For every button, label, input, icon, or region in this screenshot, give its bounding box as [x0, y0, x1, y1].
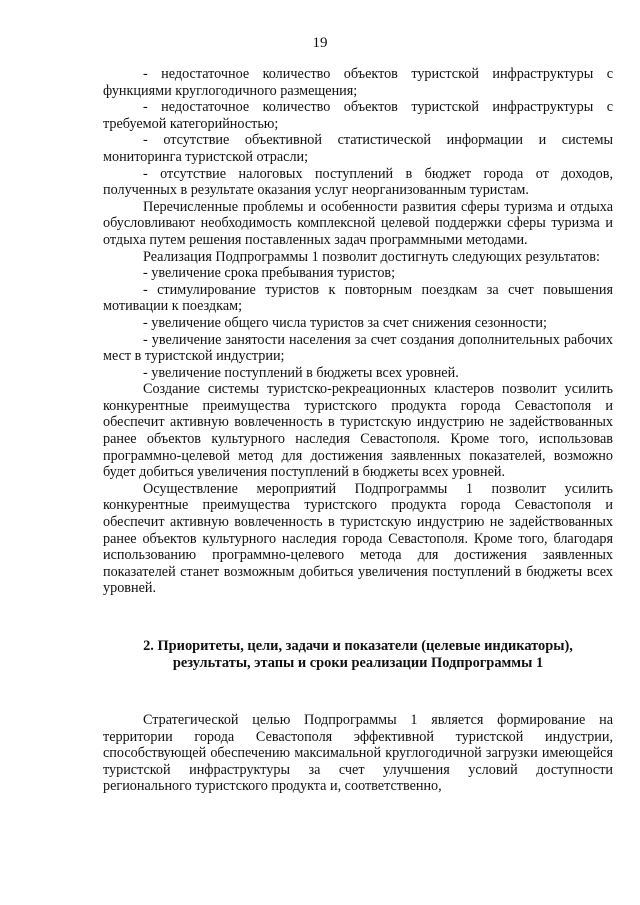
list-item-repeat-trips: - стимулирование туристов к повторным поездкам за счет повышения мотивации к поездкам; — [103, 281, 613, 315]
list-item-tourist-count: - увеличение общего числа туристов за счет снижения сезонности; — [143, 314, 547, 331]
document-body — [103, 66, 613, 795]
paragraph-measures: Осуществление мероприятий Подпрограммы 1 позволит усилить конкурентные преимущества туристского продукта города Севастополя и обеспечит активную вовлеченность в туристскую индустрию не задействованных ранее объектов культурного наследия города Севастополя. Кроме того, благодаря использованию программно-целевого метода для достижения заявленных показателей станет возможным добиться увеличения поступлений в бюджеты всех уровней. — [103, 480, 613, 597]
list-item-employment: - увеличение занятости населения за счет создания дополнительных рабочих мест в туристской индустрии; — [103, 331, 613, 365]
paragraph-problems: Перечисленные проблемы и особенности развития сферы туризма и отдыха обусловливают необходимость комплексной целевой поддержки сферы туризма и отдыха путем решения поставленных задач программными методами. — [103, 198, 613, 248]
paragraph-strategic-goal: Стратегической целью Подпрограммы 1 является формирование на территории города Севастополя эффективной туристской индустрии, способствующей обеспечению максимальной круглогодичной загрузки имеющейся туристской инфраструктуры за счет улучшения условий доступности регионального туристского продукта и, соответственно, — [103, 712, 613, 795]
list-item-statistics: - отсутствие объективной статистической информации и системы мониторинга туристской отрасли; — [103, 132, 613, 165]
page-number: 19 — [312, 35, 328, 51]
list-item-infrastructure-category: - недостаточное количество объектов туристской инфраструктуры с требуемой категорийностью; — [103, 99, 613, 132]
list-item-tax-revenue: - отсутствие налоговых поступлений в бюджет города от доходов, полученных в результате оказания услуг неорганизованным туристам. — [103, 165, 613, 199]
paragraph-results-intro: Реализация Подпрограммы 1 позволит достигнуть следующих результатов: — [143, 248, 600, 265]
list-item-stay-duration: - увеличение срока пребывания туристов; — [143, 265, 396, 282]
list-item-budget-revenue: - увеличение поступлений в бюджеты всех уровней. — [143, 364, 459, 381]
section-heading: 2. Приоритеты, цели, задачи и показатели (целевые индикаторы), результаты, этапы и сроки реализации Подпрограммы 1 — [143, 638, 573, 671]
paragraph-clusters: Создание системы туристско-рекреационных кластеров позволит усилить конкурентные преимущества туристского продукта города Севастополя и обеспечит активную вовлеченность в туристскую индустрию не задействованных ранее объектов культурного наследия Севастополя. Кроме того, использовав программно-целевой метод для достижения заявленных показателей, возможно будет добиться увеличения поступлений в бюджеты всех уровней. — [103, 381, 613, 481]
list-item-infrastructure-accommodation: - недостаточное количество объектов туристской инфраструктуры с функциями круглогодичного размещения; — [103, 66, 613, 99]
